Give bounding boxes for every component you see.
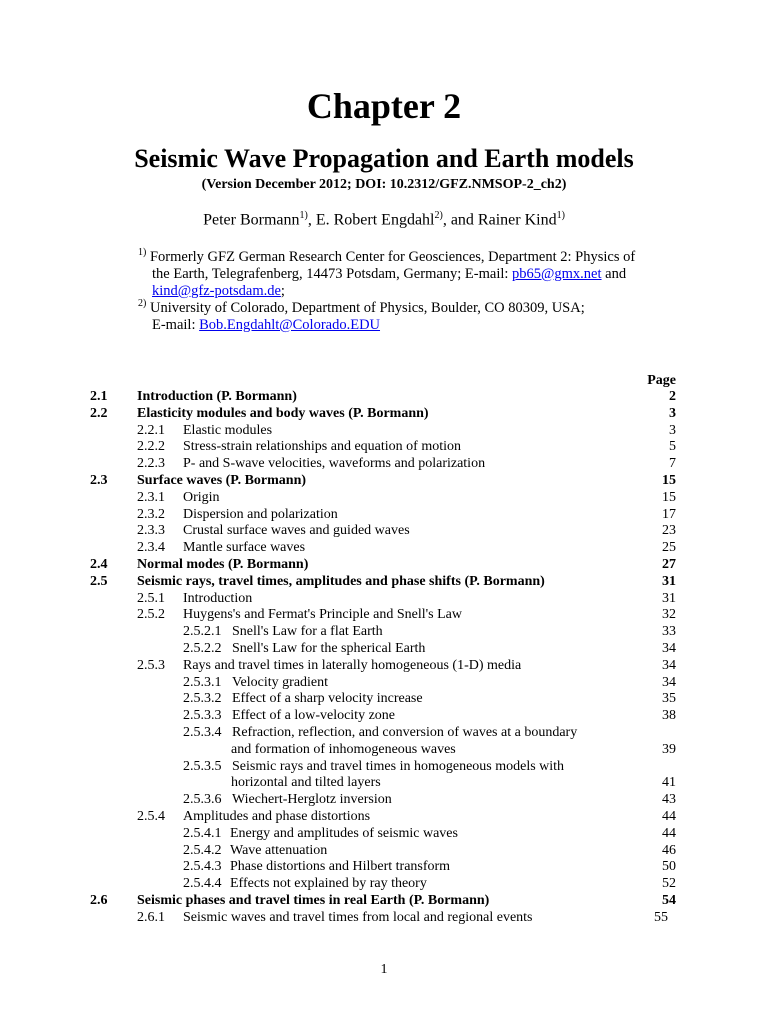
toc-entry-page: 25: [662, 540, 676, 556]
toc-entry-number: 2.2.3: [137, 456, 165, 472]
toc-entry[interactable]: [90, 557, 676, 574]
author-engdahl: , E. Robert Engdahl: [307, 211, 435, 229]
toc-entry-page: 33: [662, 624, 676, 640]
toc-entry-number: 2.5.2.1: [183, 624, 222, 640]
toc-entry-title: Stress-strain relationships and equation of motion: [183, 439, 462, 455]
affiliation-2-line-1: University of Colorado, Department of Physics, Boulder, CO 80309, USA;: [146, 299, 585, 316]
toc-entry-title: Origin: [183, 489, 220, 505]
toc-entry[interactable]: [90, 574, 676, 591]
toc-entry[interactable]: [90, 607, 676, 624]
author-line: [0, 205, 768, 231]
toc-entry-number: 2.3.4: [137, 540, 165, 556]
toc-entry[interactable]: [90, 775, 676, 792]
toc-entry-page: 5: [669, 439, 676, 455]
author-engdahl-affil: 2): [434, 210, 443, 221]
toc-entry-number: 2.5.4.3: [183, 859, 222, 875]
toc-entry-number: 2.6: [90, 892, 108, 908]
toc-entry-page: 2: [669, 389, 676, 404]
toc-entry-number: 2.3.2: [137, 506, 165, 522]
toc-entry-number: 2.5.3.2: [183, 691, 222, 707]
toc-entry-page: 31: [662, 590, 676, 606]
toc-rows: [90, 389, 676, 927]
author-bormann-affil: 1): [299, 210, 308, 221]
toc-entry-number: 2.5.2: [137, 607, 165, 623]
toc-entry-number: 2.5.4: [137, 808, 165, 824]
toc-entry-page: 27: [662, 556, 676, 572]
toc-entry[interactable]: [90, 456, 676, 473]
toc-entry-number: 2.6.1: [137, 909, 165, 925]
toc-entry-page: 54: [662, 892, 676, 908]
toc-entry-page: 3: [669, 422, 676, 438]
toc-entry-title: Snell's Law for the spherical Earth: [232, 640, 426, 656]
toc-entry[interactable]: [90, 490, 676, 507]
toc-entry-number: 2.3: [90, 472, 108, 488]
toc-entry-number: 2.5.4.1: [183, 825, 222, 841]
toc-entry-number: 2.2.1: [137, 422, 165, 438]
toc-entry-page: 44: [662, 808, 676, 824]
toc-entry-title: Amplitudes and phase distortions: [183, 808, 371, 824]
toc-entry[interactable]: [90, 826, 676, 843]
toc-entry-page: 32: [662, 607, 676, 623]
toc-entry-page: 15: [662, 489, 676, 505]
toc-entry-page: 39: [662, 741, 676, 757]
toc-entry-title: Huygens's and Fermat's Principle and Snell's Law: [183, 607, 462, 623]
affiliation-2-marker: 2): [138, 298, 147, 309]
toc-entry-title: Seismic phases and travel times in real Earth (P. Bormann): [137, 892, 490, 908]
author-kind-affil: 1): [556, 210, 565, 221]
toc-entry-title: Velocity gradient: [232, 674, 329, 690]
toc-entry-number: 2.5.4.2: [183, 842, 222, 858]
toc-entry-title: Refraction, reflection, and conversion of waves at a boundary: [232, 724, 578, 740]
toc-entry-page: 34: [662, 657, 676, 673]
toc-entry-number: 2.5.3.6: [183, 792, 222, 808]
toc-entry[interactable]: [90, 507, 676, 524]
toc-entry-title: Energy and amplitudes of seismic waves: [230, 825, 458, 841]
affiliation-1: [138, 244, 635, 300]
toc-entry[interactable]: [90, 406, 676, 423]
email-link-kind[interactable]: kind@gfz-potsdam.de: [152, 282, 281, 299]
toc-entry-title: Introduction: [183, 590, 253, 606]
toc-entry-title: Effect of a low-velocity zone: [232, 708, 396, 724]
toc-entry-page: 34: [662, 640, 676, 656]
toc-entry-title: Seismic rays, travel times, amplitudes and phase shifts (P. Bormann): [137, 573, 545, 589]
toc-entry-title: Elasticity modules and body waves (P. Bormann): [137, 405, 429, 421]
toc-entry-number: 2.5.1: [137, 590, 165, 606]
toc-entry-title: Introduction (P. Bormann): [137, 389, 297, 404]
toc-entry-page: 41: [662, 775, 676, 791]
toc-entry[interactable]: [90, 759, 676, 776]
chapter-heading: Chapter 2: [306, 86, 462, 126]
toc-entry-number: 2.5.3.1: [183, 674, 222, 690]
toc-entry-title: Dispersion and polarization: [183, 506, 338, 522]
toc-entry[interactable]: [90, 624, 676, 641]
toc-entry[interactable]: [90, 423, 676, 440]
table-of-contents: [90, 372, 676, 927]
toc-entry[interactable]: [90, 876, 676, 893]
toc-entry-title: Snell's Law for a flat Earth: [232, 624, 383, 640]
toc-entry-title: Rays and travel times in laterally homogeneous (1-D) media: [183, 657, 522, 673]
toc-entry-number: 2.5.2.2: [183, 640, 222, 656]
toc-entry-title: Mantle surface waves: [183, 540, 306, 556]
affiliation-1-line-2: the Earth, Telegrafenberg, 14473 Potsdam, Germany; E-mail:: [152, 265, 513, 282]
toc-entry[interactable]: [90, 540, 676, 557]
page-number: 1: [380, 962, 388, 977]
toc-entry[interactable]: [90, 893, 676, 910]
toc-entry[interactable]: [90, 792, 676, 809]
toc-entry-number: 2.1: [90, 389, 108, 404]
toc-entry-number: 2.5.3.5: [183, 758, 222, 774]
toc-entry-title: and formation of inhomogeneous waves: [231, 741, 456, 757]
toc-entry-title: Effects not explained by ray theory: [230, 876, 427, 892]
toc-entry-page: 31: [662, 573, 676, 589]
toc-entry[interactable]: [90, 591, 676, 608]
toc-entry-number: 2.5.3: [137, 657, 165, 673]
toc-entry-page: 44: [662, 825, 676, 841]
toc-entry-title: Crustal surface waves and guided waves: [183, 523, 410, 539]
toc-entry[interactable]: [90, 658, 676, 675]
toc-entry-page: 52: [662, 876, 676, 892]
toc-entry-page: 3: [669, 405, 676, 421]
affiliation-1-marker: 1): [138, 247, 147, 258]
toc-entry[interactable]: [90, 910, 676, 927]
toc-entry-title: P- and S-wave velocities, waveforms and polarization: [183, 456, 486, 472]
affiliation-1-and: and: [601, 265, 627, 282]
toc-entry-number: 2.2.2: [137, 439, 165, 455]
toc-entry[interactable]: [90, 809, 676, 826]
toc-entry-title: Effect of a sharp velocity increase: [232, 691, 423, 707]
toc-entry[interactable]: [90, 473, 676, 490]
author-bormann: Peter Bormann: [203, 211, 300, 229]
toc-entry[interactable]: [90, 641, 676, 658]
toc-entry-page: 17: [662, 506, 676, 522]
toc-entry[interactable]: [90, 708, 676, 725]
toc-entry[interactable]: [90, 439, 676, 456]
toc-entry-number: 2.4: [90, 556, 108, 572]
toc-entry[interactable]: [90, 523, 676, 540]
toc-entry[interactable]: [90, 859, 676, 876]
toc-entry-title: Wave attenuation: [230, 842, 328, 858]
toc-entry[interactable]: [90, 725, 676, 742]
author-kind: , and Rainer Kind: [442, 211, 557, 229]
toc-entry-title: horizontal and tilted layers: [231, 775, 381, 791]
toc-entry-number: 2.5.3.3: [183, 708, 222, 724]
chapter-title: Seismic Wave Propagation and Earth models: [134, 144, 634, 173]
toc-entry-number: 2.3.3: [137, 523, 165, 539]
toc-entry-page: 23: [662, 523, 676, 539]
toc-entry-title: Wiechert-Herglotz inversion: [232, 792, 392, 808]
toc-entry-number: 2.2: [90, 405, 108, 421]
toc-entry-page: 38: [662, 708, 676, 724]
toc-entry-number: 2.3.1: [137, 489, 165, 505]
toc-entry-number: 2.5.3.4: [183, 724, 222, 740]
toc-entry[interactable]: [90, 389, 676, 406]
affiliation-2: [138, 295, 585, 334]
affiliation-2-line-2: E-mail:: [152, 316, 200, 333]
toc-entry-page: 15: [662, 472, 676, 488]
toc-entry-title: Seismic rays and travel times in homogeneous models with: [232, 758, 565, 774]
toc-entry-page: 43: [662, 792, 676, 808]
email-link-bormann[interactable]: pb65@gmx.net: [512, 265, 602, 282]
toc-entry-title: Seismic waves and travel times from local and regional events: [183, 909, 533, 925]
toc-entry[interactable]: [90, 675, 676, 692]
toc-page-header: Page: [647, 373, 676, 388]
toc-entry-number: 2.5: [90, 573, 108, 589]
affiliation-1-line-1: Formerly GFZ German Research Center for Geosciences, Department 2: Physics of: [146, 248, 636, 265]
toc-entry-page: 46: [662, 842, 676, 858]
toc-entry-page: 34: [662, 674, 676, 690]
toc-entry-title: Surface waves (P. Bormann): [137, 472, 307, 488]
toc-entry-title: Normal modes (P. Bormann): [137, 556, 309, 572]
toc-entry-page: 7: [669, 456, 676, 472]
toc-entry[interactable]: [90, 742, 676, 759]
toc-entry-title: Phase distortions and Hilbert transform: [230, 859, 451, 875]
toc-entry-page: 35: [662, 691, 676, 707]
toc-entry-number: 2.5.4.4: [183, 876, 222, 892]
version-line: (Version December 2012; DOI: 10.2312/GFZ.NMSOP-2_ch2): [201, 177, 567, 192]
affiliation-1-semicolon: ;: [280, 282, 285, 299]
toc-entry[interactable]: [90, 843, 676, 860]
email-link-engdahl[interactable]: Bob.Engdahlt@Colorado.EDU: [199, 316, 381, 333]
toc-entry-page: 55: [654, 909, 668, 925]
toc-entry-page: 50: [662, 859, 676, 875]
toc-entry-title: Elastic modules: [183, 422, 273, 438]
toc-entry[interactable]: [90, 691, 676, 708]
